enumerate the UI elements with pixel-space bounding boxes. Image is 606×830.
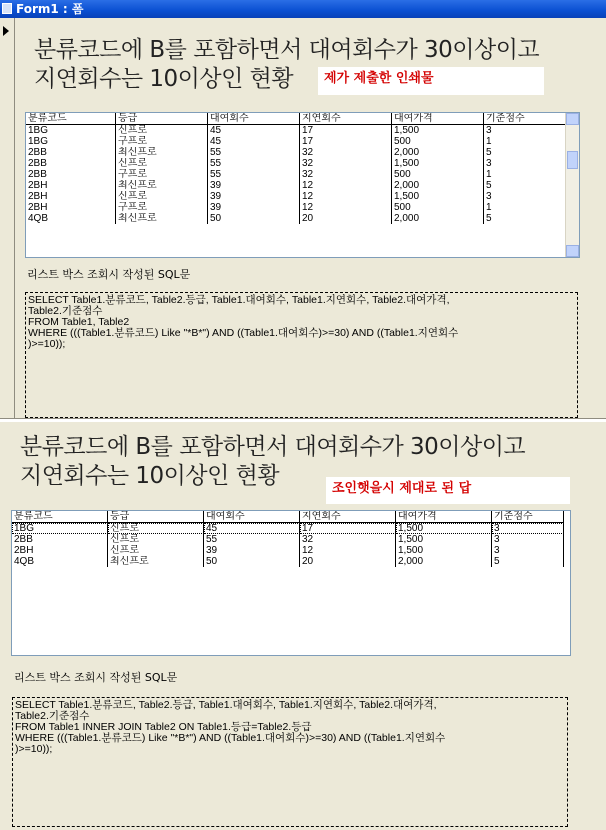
window-title: Form1 : 폼 bbox=[16, 2, 84, 16]
form-icon bbox=[2, 3, 12, 14]
table-cell: 1BG bbox=[26, 136, 116, 147]
table-cell: 최신프로 bbox=[116, 180, 208, 191]
table-cell: 구프로 bbox=[116, 202, 208, 213]
table-cell: 32 bbox=[300, 147, 392, 158]
table-cell: 39 bbox=[208, 191, 300, 202]
table-cell: 2,000 bbox=[392, 147, 484, 158]
column-header: 대여가격 bbox=[396, 511, 492, 523]
note-label: 조인햇을시 제대로 된 답 bbox=[326, 477, 570, 504]
table-cell: 1 bbox=[484, 202, 566, 213]
heading-line1: 분류코드에 B를 포함하면서 대여회수가 30이상이고 bbox=[34, 37, 540, 63]
column-header-row bbox=[12, 511, 570, 523]
table-cell: 최신프로 bbox=[116, 147, 208, 158]
table-cell: 최신프로 bbox=[116, 213, 208, 224]
table-cell: 39 bbox=[204, 545, 300, 556]
scroll-up-button[interactable] bbox=[566, 113, 579, 125]
table-cell: 32 bbox=[300, 158, 392, 169]
table-cell: 1,500 bbox=[392, 191, 484, 202]
table-cell: 3 bbox=[492, 523, 564, 534]
table-cell: 신프로 bbox=[108, 523, 204, 534]
table-row[interactable] bbox=[12, 556, 570, 567]
table-cell: 2BH bbox=[12, 545, 108, 556]
scroll-thumb[interactable] bbox=[567, 151, 578, 169]
table-cell: 4QB bbox=[26, 213, 116, 224]
table-cell: 32 bbox=[300, 534, 396, 545]
table-cell: 3 bbox=[492, 534, 564, 545]
table-cell: 5 bbox=[484, 213, 566, 224]
table-cell: 1BG bbox=[12, 523, 108, 534]
table-cell: 3 bbox=[484, 125, 566, 136]
table-cell: 신프로 bbox=[116, 191, 208, 202]
column-header: 등급 bbox=[108, 511, 204, 523]
scroll-down-button[interactable] bbox=[566, 245, 579, 257]
table-cell: 2,000 bbox=[392, 180, 484, 191]
list-rows bbox=[26, 113, 579, 224]
table-cell: 1,500 bbox=[396, 534, 492, 545]
list-rows bbox=[12, 511, 570, 567]
table-cell: 20 bbox=[300, 213, 392, 224]
column-header: 대여회수 bbox=[208, 113, 300, 125]
table-cell: 3 bbox=[484, 158, 566, 169]
table-cell: 1,500 bbox=[392, 125, 484, 136]
table-cell: 2,000 bbox=[392, 213, 484, 224]
table-cell: 2BB bbox=[26, 158, 116, 169]
table-cell: 50 bbox=[204, 556, 300, 567]
table-cell: 32 bbox=[300, 169, 392, 180]
table-cell: 45 bbox=[204, 523, 300, 534]
column-header: 기준점수 bbox=[484, 113, 566, 125]
table-cell: 500 bbox=[392, 169, 484, 180]
title-bar[interactable] bbox=[0, 0, 606, 18]
table-cell: 1,500 bbox=[396, 545, 492, 556]
table-cell: 신프로 bbox=[108, 534, 204, 545]
table-row[interactable] bbox=[26, 180, 579, 191]
sql-caption: 리스트 박스 조회시 작성된 SQL문 bbox=[14, 671, 178, 684]
table-cell: 500 bbox=[392, 202, 484, 213]
table-cell: 2,000 bbox=[396, 556, 492, 567]
table-row[interactable] bbox=[26, 191, 579, 202]
table-row[interactable] bbox=[26, 136, 579, 147]
table-cell: 1 bbox=[484, 136, 566, 147]
sql-caption: 리스트 박스 조회시 작성된 SQL문 bbox=[27, 268, 191, 281]
results-list-box[interactable] bbox=[11, 510, 571, 656]
form1-window-bottom bbox=[0, 422, 606, 830]
table-cell: 3 bbox=[492, 545, 564, 556]
column-header: 대여회수 bbox=[204, 511, 300, 523]
column-header-row bbox=[26, 113, 579, 125]
table-cell: 4QB bbox=[12, 556, 108, 567]
table-cell: 45 bbox=[208, 125, 300, 136]
table-cell: 5 bbox=[484, 147, 566, 158]
table-cell: 2BH bbox=[26, 180, 116, 191]
results-list-box[interactable] bbox=[25, 112, 580, 258]
table-row[interactable] bbox=[26, 158, 579, 169]
table-cell: 12 bbox=[300, 180, 392, 191]
sql-textbox[interactable]: SELECT Table1.분류코드, Table2.등급, Table1.대여회수, Table1.지연회수, Table2.대여가격, Table2.기준점수 FROM Table1 INNER JOIN Table2 ON Table1.등급=Table2.등급 WHERE (((Table1.분류코드) Like "*B*") AND ((Table1.대여회수)>=30) AND ((Table1.지연회수 )>=10)); bbox=[12, 697, 568, 827]
table-cell: 3 bbox=[484, 191, 566, 202]
table-cell: 1,500 bbox=[392, 158, 484, 169]
table-cell: 55 bbox=[208, 169, 300, 180]
table-row[interactable] bbox=[12, 534, 570, 545]
table-cell: 12 bbox=[300, 202, 392, 213]
column-header: 지연회수 bbox=[300, 511, 396, 523]
list-scrollbar[interactable] bbox=[565, 113, 579, 257]
table-cell: 신프로 bbox=[116, 125, 208, 136]
column-header: 등급 bbox=[116, 113, 208, 125]
record-selector[interactable] bbox=[0, 18, 15, 418]
heading-line2: 지연회수는 10이상인 현황 bbox=[20, 463, 280, 489]
table-cell: 5 bbox=[492, 556, 564, 567]
table-cell: 55 bbox=[204, 534, 300, 545]
table-cell: 5 bbox=[484, 180, 566, 191]
table-cell: 2BB bbox=[26, 147, 116, 158]
table-cell: 39 bbox=[208, 180, 300, 191]
column-header: 대여가격 bbox=[392, 113, 484, 125]
column-header: 기준점수 bbox=[492, 511, 564, 523]
table-cell: 2BB bbox=[12, 534, 108, 545]
record-pointer-icon bbox=[3, 26, 9, 36]
table-cell: 1 bbox=[484, 169, 566, 180]
table-cell: 2BH bbox=[26, 191, 116, 202]
table-cell: 17 bbox=[300, 136, 392, 147]
heading-line2: 지연회수는 10이상인 현황 bbox=[34, 66, 294, 92]
table-cell: 55 bbox=[208, 158, 300, 169]
table-cell: 55 bbox=[208, 147, 300, 158]
table-row[interactable] bbox=[26, 169, 579, 180]
table-cell: 39 bbox=[208, 202, 300, 213]
table-cell: 2BH bbox=[26, 202, 116, 213]
table-cell: 50 bbox=[208, 213, 300, 224]
table-cell: 20 bbox=[300, 556, 396, 567]
column-header: 지연회수 bbox=[300, 113, 392, 125]
table-row[interactable] bbox=[26, 125, 579, 136]
table-row[interactable] bbox=[12, 545, 570, 556]
note-label: 제가 제출한 인쇄물 bbox=[318, 67, 544, 95]
table-row[interactable] bbox=[12, 523, 570, 534]
table-row[interactable] bbox=[26, 202, 579, 213]
table-cell: 17 bbox=[300, 125, 392, 136]
table-cell: 1,500 bbox=[396, 523, 492, 534]
table-cell: 2BB bbox=[26, 169, 116, 180]
table-cell: 45 bbox=[208, 136, 300, 147]
table-row[interactable] bbox=[26, 213, 579, 224]
table-cell: 12 bbox=[300, 545, 396, 556]
table-cell: 17 bbox=[300, 523, 396, 534]
table-cell: 1BG bbox=[26, 125, 116, 136]
heading-line1: 분류코드에 B를 포함하면서 대여회수가 30이상이고 bbox=[20, 434, 526, 460]
table-cell: 신프로 bbox=[116, 158, 208, 169]
table-cell: 신프로 bbox=[108, 545, 204, 556]
table-cell: 구프로 bbox=[116, 169, 208, 180]
table-row[interactable] bbox=[26, 147, 579, 158]
column-header: 분류코드 bbox=[26, 113, 116, 125]
table-cell: 500 bbox=[392, 136, 484, 147]
table-cell: 구프로 bbox=[116, 136, 208, 147]
column-header: 분류코드 bbox=[12, 511, 108, 523]
table-cell: 최신프로 bbox=[108, 556, 204, 567]
table-cell: 12 bbox=[300, 191, 392, 202]
sql-textbox[interactable]: SELECT Table1.분류코드, Table2.등급, Table1.대여회수, Table1.지연회수, Table2.대여가격, Table2.기준점수 FROM Table1, Table2 WHERE (((Table1.분류코드) Like "*B*") AND ((Table1.대여회수)>=30) AND ((Table1.지연회수 )>=10)); bbox=[25, 292, 578, 418]
